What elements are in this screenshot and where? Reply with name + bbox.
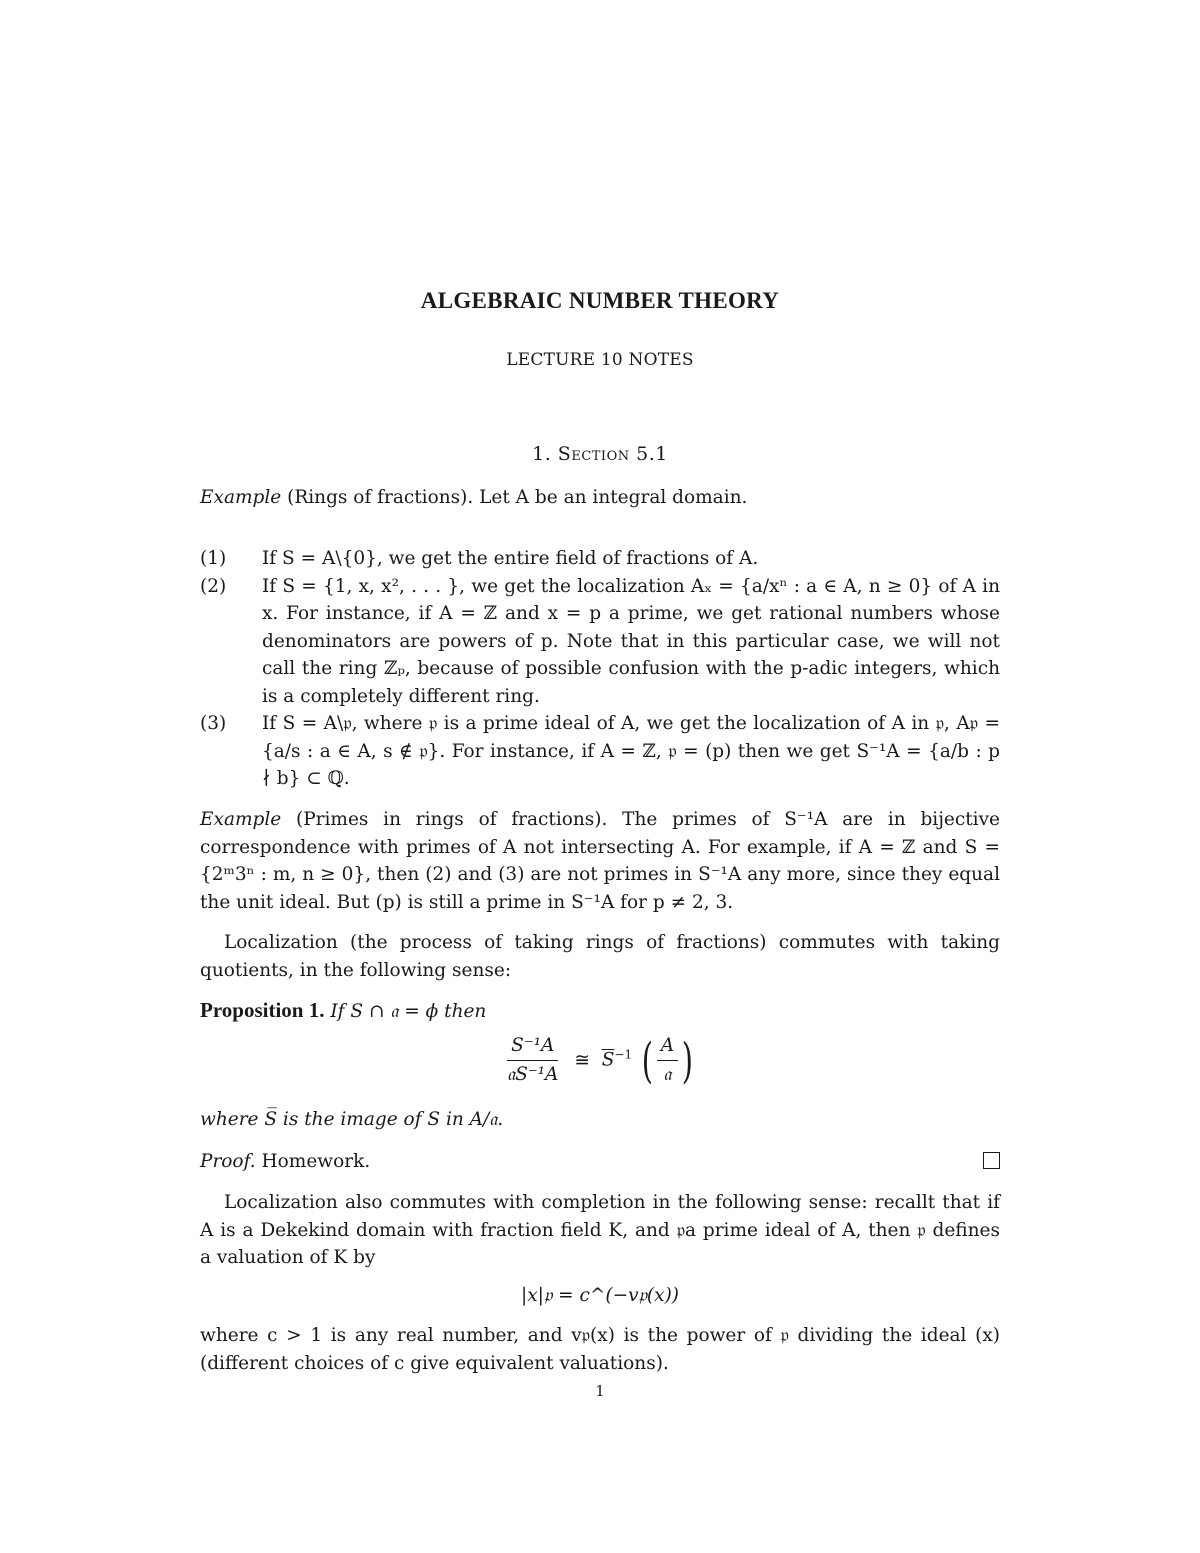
list-item-number: (3) — [200, 713, 227, 734]
section-heading: 1. Section 5.1 — [532, 443, 668, 465]
valuation-formula: |x|𝔭 = c^(−v𝔭(x)) — [520, 1285, 680, 1306]
isomorphism-symbol: ≅ — [574, 1049, 590, 1071]
proof — [200, 1148, 1000, 1176]
proposition-where-clause: where S̅ is the image of S in A/𝔞. — [200, 1109, 504, 1130]
rhs-exponent: −1 — [614, 1047, 633, 1062]
page-number: 1 — [595, 1382, 605, 1400]
qed-box-icon — [983, 1152, 1000, 1169]
list-item — [200, 545, 1000, 573]
rhs-numerator: A — [657, 1034, 678, 1061]
rhs-fraction — [657, 1034, 678, 1087]
example-label: Example — [200, 487, 282, 508]
left-paren-icon: ( — [641, 1032, 653, 1089]
proof-text: Homework. — [261, 1151, 371, 1172]
example-intro: (Rings of fractions). Let A be an integral domain. — [287, 487, 748, 508]
lhs-denominator: 𝔞S⁻¹A — [507, 1064, 559, 1085]
rhs-denominator: 𝔞 — [663, 1064, 672, 1085]
list-item-number: (2) — [200, 575, 227, 597]
example-rings-of-fractions — [200, 484, 1000, 512]
example-list — [200, 545, 1000, 793]
list-item-text: If S = A\𝔭, where 𝔭 is a prime ideal of A, we get the localization of A in 𝔭, A𝔭 = {a/s : a ∈ A, s ∉ 𝔭}. For instance, if A = ℤ, 𝔭 = (p) then we get S⁻¹A = {a/b : p ∤ b} ⊂ ℚ. — [262, 713, 1000, 789]
document-subtitle: LECTURE 10 NOTES — [506, 350, 694, 370]
paragraph-localization-quotients: Localization (the process of taking rings of fractions) commutes with taking quotients, in the following sense: — [200, 932, 1000, 981]
paragraph-valuation-explanation: where c > 1 is any real number, and v𝔭(x) is the power of 𝔭 dividing the ideal (x) (different choices of c give equivalent valuations). — [200, 1325, 1000, 1374]
lhs-fraction — [503, 1034, 562, 1087]
list-item-text: If S = A\{0}, we get the entire field of fractions of A. — [262, 548, 759, 569]
proposition-display-formula — [200, 1034, 1000, 1087]
paragraph-localization-completion: Localization also commutes with completion in the following sense: recallt that if A is a Dekekind domain with fraction field K, and 𝔭a prime ideal of A, then 𝔭 defines a valuation of K by — [200, 1192, 1000, 1268]
right-paren-icon: ) — [681, 1032, 694, 1089]
proof-label: Proof. — [200, 1151, 256, 1172]
example-text: (Primes in rings of fractions). The primes of S⁻¹A are in bijective correspondence with primes of A not intersecting A. For example, if A = ℤ and S = {2ᵐ3ⁿ : m, n ≥ 0}, then (2) and (3) are not primes in S⁻¹A any more, since they equal the unit ideal. But (p) is still a prime in S⁻¹A for p ≠ 2, 3. — [200, 809, 1000, 913]
proposition-label: Proposition 1. — [200, 998, 325, 1022]
rhs-s-bar: $\overline{S}$ — [601, 1049, 615, 1071]
list-item-text: If S = {1, x, x², . . . }, we get the localization Aₓ = {a/xⁿ : a ∈ A, n ≥ 0} of A in x. For instance, if A = ℤ and x = p a prime, we get rational numbers whose denominators are powers of p. Note that in this particular case, we will not call the ring ℤₚ, because of possible confusion with the p-adic integers, which is a completely different ring. — [262, 575, 1000, 707]
example-label: Example — [200, 809, 282, 830]
list-item-number: (1) — [200, 548, 227, 569]
list-item — [200, 573, 1000, 711]
lhs-numerator: S⁻¹A — [507, 1034, 558, 1061]
list-item — [200, 710, 1000, 793]
proposition — [200, 997, 1000, 1026]
proposition-statement: If S ∩ 𝔞 = ϕ then — [330, 1001, 487, 1022]
document-title: ALGEBRAIC NUMBER THEORY — [420, 288, 780, 313]
example-primes-in-rings — [200, 806, 1000, 916]
